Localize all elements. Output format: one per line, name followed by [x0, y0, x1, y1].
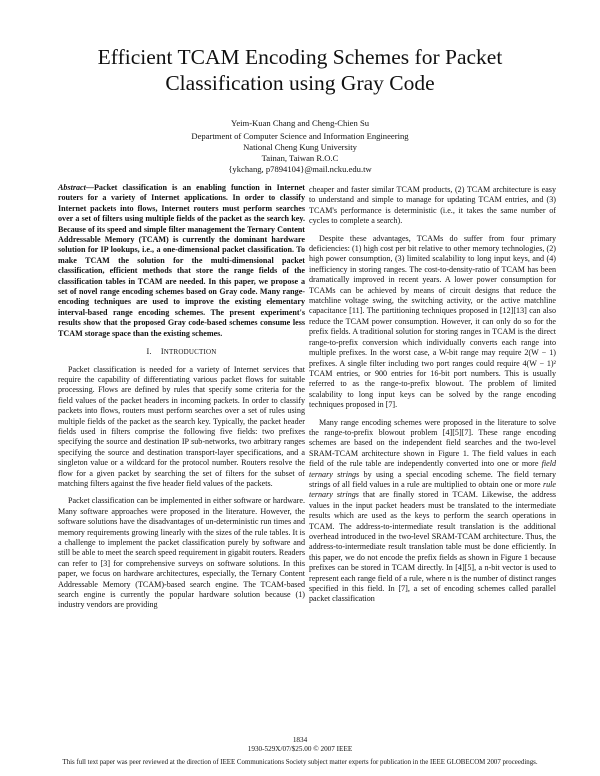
- abstract-label: Abstract: [58, 183, 86, 192]
- author-block: [120, 118, 480, 175]
- encoding-text-c: that are finally stored in TCAM. Likewise, the address values in the input packet headers must be translated to the intermediate results which are used as the keys to perform the search operations in TCAM. The address-to-intermediate result translation is the additional overhead introduced in the two-level SRAM-TCAM architecture. Thus, the address-to-intermediate result translation table must be done efficiently. In this paper, we do not encode the prefix fields as shown in Figure 1 because prefixes can be stored in TCAM directly. In [4][5], a n-bit vector is used to represent each range field of a rule, where n is the number of distinct ranges specified in this field. In [7], a set of encoding schemes called parallel packet classification: [309, 490, 556, 604]
- author-email: {ykchang, p7894104}@mail.ncku.edu.tw: [228, 164, 372, 174]
- left-column: [58, 183, 305, 618]
- section-title-rest: NTRODUCTION: [163, 348, 217, 357]
- abstract: [58, 183, 305, 339]
- title-line-2: Classification using Gray Code: [165, 71, 435, 95]
- author-names: Yeim-Kuan Chang and Cheng-Chien Su: [230, 118, 370, 128]
- peer-review-note: This full text paper was peer reviewed at the direction of IEEE Communications Society subject matter experts for publication in the IEEE GLOBECOM 2007 proceedings.: [62, 759, 538, 766]
- right-paragraph-continued: cheaper and faster similar TCAM products, (2) TCAM architecture is easy to understand and simple to manage for updating TCAM entries, and (3) TCAM's performance is deterministic (i.e., it takes the same number of cycles to complete a search).: [309, 185, 556, 226]
- right-paragraph-encoding: [309, 418, 556, 605]
- page-number: 1834: [292, 736, 308, 744]
- section-initial: I: [160, 347, 164, 357]
- encoding-term-rule-ternary: rule ternary strings: [309, 479, 556, 500]
- paper-title: [40, 44, 560, 96]
- intro-paragraph-2: Packet classification can be implemented in either software or hardware. Many software approaches were proposed in the literature. However, the software solutions have the disadvantages of un-deterministic run times and memory requirements growing linearly with the sizes of the rule tables. It is a challenge to implement the packet classification purely by software and still be able to meet the search speed requirement in gigabit routers. Readers can refer to [3] for comprehensive surveys on software solutions. In this paper, we focus on hardware architectures, especially, the Ternary Content Addressable Memory (TCAM)-based search engine. The TCAM-based search engine is currently the popular hardware solution because (1) industry vendors are providing: [58, 496, 305, 610]
- encoding-term-field-ternary: field ternary strings: [309, 459, 556, 479]
- section-heading-introduction: [58, 347, 305, 357]
- affiliation-city: Tainan, Taiwan R.O.C: [261, 153, 339, 163]
- affiliation-dept: Department of Computer Science and Information Engineering: [191, 131, 409, 141]
- encoding-text-b: by using a special encoding scheme. The field ternary strings of all field values in a rule are multiplied to obtain one or more: [309, 469, 556, 489]
- isbn-line: 1930-529X/07/$25.00 © 2007 IEEE: [247, 745, 353, 753]
- right-paragraph-deficiencies: Despite these advantages, TCAMs do suffer from four primary deficiencies: (1) high cost per bit relative to other memory technologies, (2) high power consumption, (3) limited scalability to long input keys, and (4) inefficiency in storing ranges. The cost-to-density-ratio of TCAM has been dramatically improved in recent years. A lower power consumption for TCAMs can be achieved by means of circuit designs that reduce the matchline voltage swing, the switching activity, or the active matchline capacitance [11]. The partitioning techniques proposed in [12][13] can also reduce the TCAM power consumption. However, it can only do so for the prefix fields. A traditional solution for storing ranges in TCAM is the direct range-to-prefix conversion which individually converts each range into multiple prefixes. In the worst case, a W-bit range may require 2(W − 1) prefixes. A single filter including two port ranges could require 4(W − 1)² TCAM entries, or 900 entries for 16-bit port numbers. This is usually referred to as the range-to-prefix blowout. The problem of limited scalability to long input keys can be solved by the range encoding techniques proposed in [7].: [309, 233, 556, 410]
- section-number: I.: [146, 347, 152, 357]
- encoding-text-a: Many range encoding schemes were proposed in the literature to solve the range-to-prefix blowout problem [4][5][7]. These range encoding schemes are based on the independent field searches and the two-level SRAM-TCAM architecture shown in Figure 1. The field values in each field of the rule table are independently converted into one or more: [309, 417, 556, 469]
- abstract-text: —Packet classification is an enabling function in Internet routers for a variety of Internet applications. In order to classify Internet packets into flows, Internet routers must perform searches over a set of filters using multiple fields of the packet as the search key. Because of its speed and simple filter management the Ternary Content Addressable Memory (TCAM) is currently the dominant hardware solution for IP lookups, i.e., a one-dimensional packet classification. To make TCAM the solution for the multi-dimensional packet classification, efficient methods that store the range fields of the classification tables in TCAM are needed. In this paper, we propose a set of novel range encoding schemes based on Gray code. Many range-encoding techniques are used to improve the existing elementary interval-based range encoding schemes. The present experiment's results show that the proposed Gray code-based schemes consume less TCAM storage space than the existing schemes.: [58, 183, 305, 338]
- right-column: [309, 185, 556, 612]
- title-line-1: Efficient TCAM Encoding Schemes for Packet: [97, 45, 503, 69]
- affiliation-univ: National Cheng Kung University: [243, 142, 357, 152]
- intro-paragraph-1: Packet classification is needed for a variety of Internet services that require the capability of differentiating various packet flows for suitable processing. Flows are defined by rules that specify some criteria for the field values of the packet headers in incoming packets. In order to classify packets into flows, routers must perform searches over a set of rules using multiple fields of the packet as the search key. Typically, the packet header fields used in filters comprise the following five fields: two prefixes specifying the source and destination IP sub-networks, two arbitrary ranges specifying the source and destination transport-layer specifications, and a singleton value or a wildcard for the protocol number. Routers resolve the flow for a given packet by searching the set of filters for the subset of matching filters against the five header field values of the packets.: [58, 364, 305, 488]
